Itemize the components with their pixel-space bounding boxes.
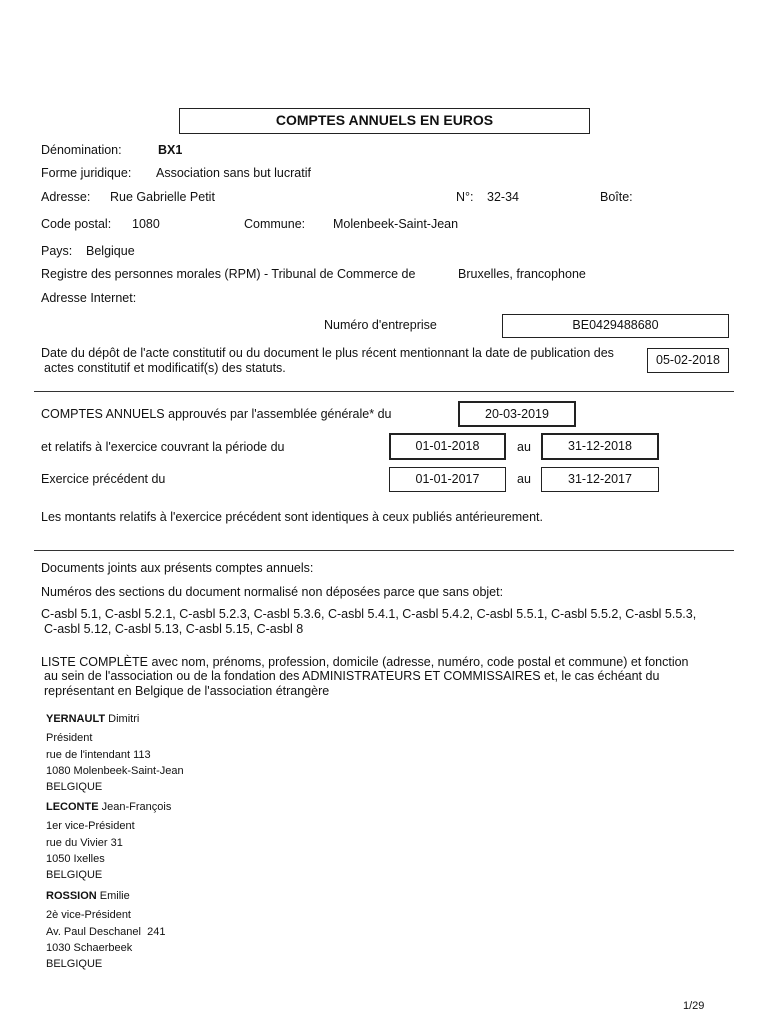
liste-line2: au sein de l'association ou de la fondation des ADMINISTRATEURS ET COMMISSAIRES et, le cas échéant du: [44, 669, 660, 683]
commune-label: Commune:: [244, 217, 306, 231]
commune-value: Molenbeek-Saint-Jean: [333, 217, 459, 231]
previous-from-box: [389, 467, 506, 492]
person-firstname: Emilie: [99, 890, 130, 902]
period-from-box: [389, 433, 506, 460]
previous-from: 01-01-2017: [415, 472, 480, 486]
person-surname: LECONTE: [46, 801, 99, 813]
period-to-box: [541, 433, 659, 460]
postal-label: Code postal:: [41, 217, 112, 231]
depot-line2: actes constitutif et modificatif(s) des statuts.: [44, 361, 286, 375]
person-firstname: Dimitri: [108, 713, 140, 725]
person-surname: YERNAULT: [46, 713, 106, 725]
approval-box: [458, 401, 576, 427]
denomination-label: Dénomination:: [41, 143, 122, 157]
sections-line1: C-asbl 5.1, C-asbl 5.2.1, C-asbl 5.2.3, C-asbl 5.3.6, C-asbl 5.4.1, C-asbl 5.4.2, C-asbl 5.5.1, C-asbl 5.5.2, C-asbl 5.5.3,: [41, 607, 697, 621]
person-role: 2è vice-Président: [46, 909, 131, 922]
person-city: 1050 Ixelles: [46, 852, 105, 865]
postal-value: 1080: [132, 217, 160, 231]
boite-label: Boîte:: [600, 190, 633, 204]
depot-line1: Date du dépôt de l'acte constitutif ou du document le plus récent mentionnant la date de publication des: [41, 346, 614, 360]
forme-value: Association sans but lucratif: [156, 166, 311, 180]
period-label: et relatifs à l'exercice couvrant la période du: [41, 440, 285, 454]
person-firstname: Jean-François: [101, 801, 172, 813]
person-role: 1er vice-Président: [46, 820, 135, 833]
sections-line2: C-asbl 5.12, C-asbl 5.13, C-asbl 5.15, C-asbl 8: [44, 622, 304, 636]
person-street: rue du Vivier 31: [46, 836, 123, 849]
person-country: BELGIQUE: [46, 781, 103, 794]
person-street: Av. Paul Deschanel 241: [46, 925, 166, 938]
entreprise-box: [502, 314, 729, 338]
approval-value: 20-03-2019: [485, 407, 549, 421]
rpm-value: Bruxelles, francophone: [458, 267, 586, 281]
internet-label: Adresse Internet:: [41, 291, 137, 305]
entreprise-label: Numéro d'entreprise: [324, 318, 437, 332]
numero-label: N°:: [456, 190, 474, 204]
period-au: au: [517, 440, 531, 454]
previous-to: 31-12-2017: [568, 472, 632, 486]
person-city: 1080 Molenbeek-Saint-Jean: [46, 764, 184, 777]
divider-2: [34, 550, 734, 551]
approval-label: COMPTES ANNUELS approuvés par l'assemblée générale* du: [41, 407, 392, 421]
previous-au: au: [517, 472, 531, 486]
forme-label: Forme juridique:: [41, 166, 132, 180]
numero-value: 32-34: [487, 190, 519, 204]
adresse-value: Rue Gabrielle Petit: [110, 190, 215, 204]
period-from: 01-01-2018: [415, 439, 480, 453]
identical-note: Les montants relatifs à l'exercice précédent sont identiques à ceux publiés antérieurement.: [41, 510, 543, 524]
denomination-value: BX1: [158, 143, 183, 157]
person-entry: [46, 888, 165, 972]
previous-label: Exercice précédent du: [41, 472, 166, 486]
title-box: [179, 108, 590, 134]
previous-to-box: [541, 467, 659, 492]
person-city: 1030 Schaerbeek: [46, 941, 133, 954]
depot-box: [647, 348, 729, 373]
person-entry: [46, 799, 171, 883]
documents-heading: Documents joints aux présents comptes annuels:: [41, 561, 314, 575]
pays-label: Pays:: [41, 244, 73, 258]
person-role: Président: [46, 732, 93, 745]
person-entry: [46, 711, 184, 795]
sections-label: Numéros des sections du document normalisé non déposées parce que sans objet:: [41, 585, 504, 599]
person-surname: ROSSION: [46, 890, 97, 902]
depot-value: 05-02-2018: [656, 353, 720, 367]
rpm-label: Registre des personnes morales (RPM) - Tribunal de Commerce de: [41, 267, 416, 281]
page-title: COMPTES ANNUELS EN EUROS: [275, 112, 494, 128]
liste-line1: LISTE COMPLÈTE avec nom, prénoms, profession, domicile (adresse, numéro, code postal et commune) et fonction: [41, 655, 689, 669]
page-number: 1/29: [683, 1000, 705, 1012]
person-country: BELGIQUE: [46, 958, 103, 971]
pays-value: Belgique: [86, 244, 135, 258]
person-street: rue de l'intendant 113: [46, 748, 151, 761]
liste-line3: représentant en Belgique de l'association étrangère: [44, 684, 330, 698]
adresse-label: Adresse:: [41, 190, 91, 204]
period-to: 31-12-2018: [568, 439, 632, 453]
person-country: BELGIQUE: [46, 869, 103, 882]
divider-1: [34, 391, 734, 392]
entreprise-value: BE0429488680: [572, 318, 659, 332]
